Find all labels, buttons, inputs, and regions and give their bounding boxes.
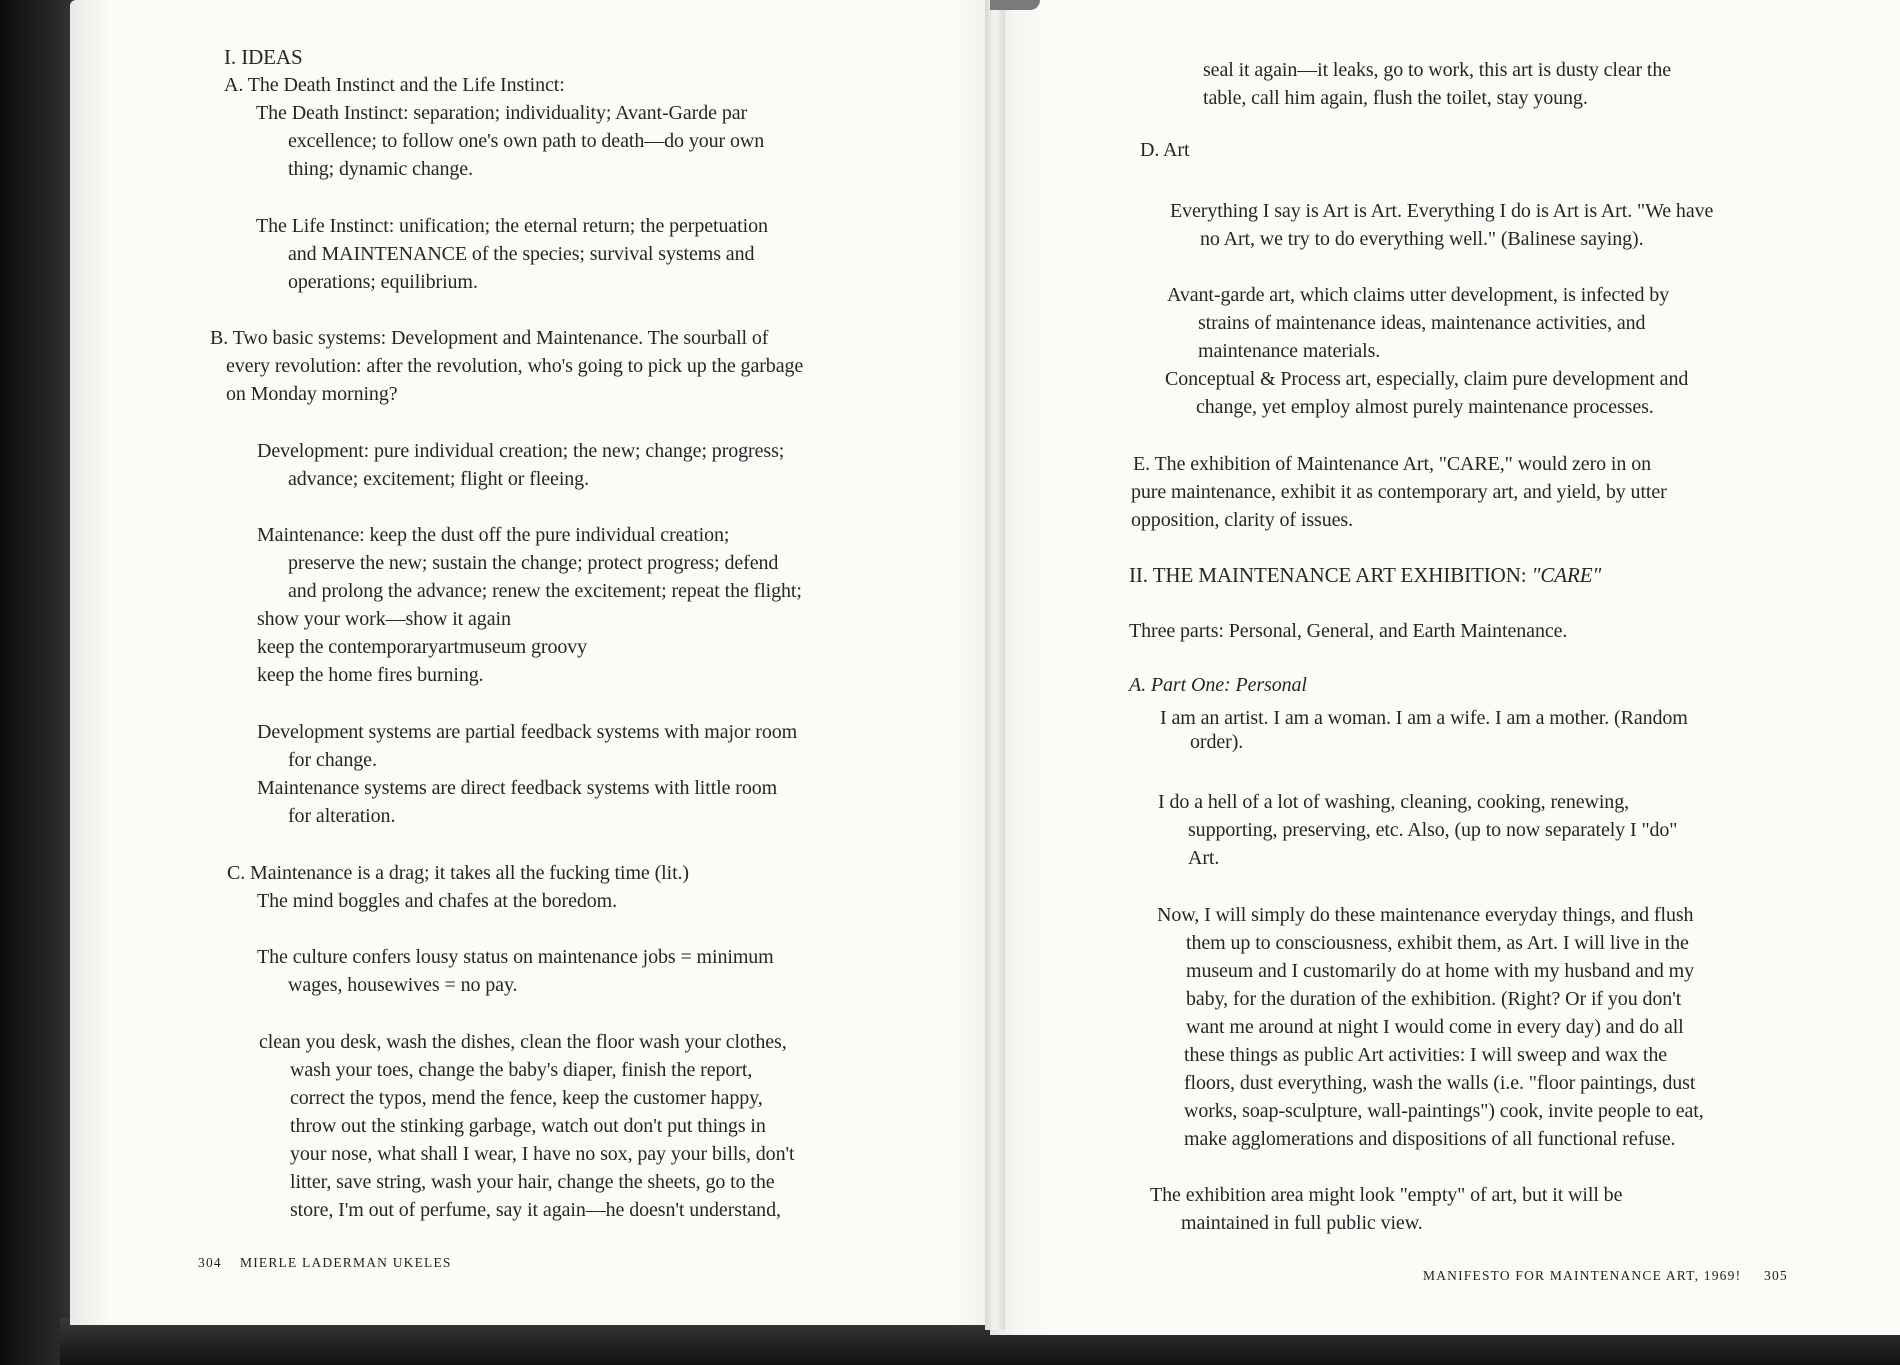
part-one-heading: A. Part One: Personal [1129, 674, 1307, 696]
culture-line: wages, housewives = no pay. [288, 974, 518, 996]
avant-garde-line: Avant-garde art, which claims utter development, is infected by [1167, 284, 1670, 306]
now-line: make agglomerations and dispositions of all functional refuse. [1184, 1128, 1676, 1150]
chores-line: store, I'm out of perfume, say it again—he doesn't understand, [290, 1199, 781, 1221]
art-statement-line: Everything I say is Art is Art. Everything I do is Art is Art. "We have [1170, 200, 1714, 222]
now-line: them up to consciousness, exhibit them, as Art. I will live in the [1186, 932, 1689, 954]
paragraph-e-line: E. The exhibition of Maintenance Art, "CARE," would zero in on [1133, 453, 1651, 475]
right-page-number: 305 [1764, 1268, 1788, 1283]
maintenance-line: and prolong the advance; renew the excitement; repeat the flight; [288, 580, 802, 602]
now-line: want me around at night I would come in every day) and do all [1186, 1016, 1684, 1038]
maintenance-line: preserve the new; sustain the change; protect progress; defend [288, 552, 779, 574]
avant-garde-line: maintenance materials. [1198, 340, 1381, 362]
avant-garde-line: strains of maintenance ideas, maintenance activities, and [1198, 312, 1646, 334]
book-spine-top [990, 0, 1040, 10]
life-instinct-line: The Life Instinct: unification; the eternal return; the perpetuation [256, 215, 768, 237]
chores-line: correct the typos, mend the fence, keep the customer happy, [290, 1087, 763, 1109]
section-2-title-care: "CARE" [1531, 563, 1602, 587]
now-line: baby, for the duration of the exhibition. (Right? Or if you don't [1186, 988, 1682, 1010]
i-do-line: supporting, preserving, etc. Also, (up to now separately I "do" [1188, 819, 1678, 841]
development-line: advance; excitement; flight or fleeing. [288, 468, 589, 490]
exhibition-area-line: The exhibition area might look "empty" of art, but it will be [1150, 1184, 1623, 1206]
death-instinct-line: The Death Instinct: separation; individuality; Avant-Garde par [256, 102, 748, 124]
now-line: museum and I customarily do at home with my husband and my [1186, 960, 1695, 982]
maintenance-line: keep the contemporaryartmuseum groovy [257, 636, 588, 658]
systems-line: Maintenance systems are direct feedback systems with little room [257, 777, 778, 799]
paragraph-c-line: The mind boggles and chafes at the boredom. [257, 890, 618, 912]
left-page-number: 304 [198, 1255, 222, 1270]
paragraph-c-line: C. Maintenance is a drag; it takes all the fucking time (lit.) [227, 862, 689, 884]
left-running-footer: MIERLE LADERMAN UKELES [240, 1255, 452, 1270]
systems-line: Development systems are partial feedback systems with major room [257, 721, 798, 743]
chores-line: wash your toes, change the baby's diaper, finish the report, [290, 1059, 753, 1081]
art-statement-line: no Art, we try to do everything well." (Balinese saying). [1200, 228, 1644, 250]
book-gutter [985, 0, 1005, 1330]
section-title: I. IDEAS [224, 45, 303, 69]
chores-continued-line: seal it again—it leaks, go to work, this art is dusty clear the [1203, 59, 1672, 81]
i-am-line: order). [1190, 731, 1244, 753]
avant-garde-line: Conceptual & Process art, especially, claim pure development and [1165, 368, 1689, 390]
paragraph-a-heading: A. The Death Instinct and the Life Instinct: [224, 74, 565, 96]
maintenance-line: Maintenance: keep the dust off the pure individual creation; [257, 524, 730, 546]
maintenance-line: show your work—show it again [257, 608, 511, 630]
now-line: these things as public Art activities: I will sweep and wax the [1184, 1044, 1668, 1066]
systems-line: for alteration. [288, 805, 396, 827]
systems-line: for change. [288, 749, 377, 771]
exhibition-area-line: maintained in full public view. [1181, 1212, 1423, 1234]
paragraph-e-line: pure maintenance, exhibit it as contemporary art, and yield, by utter [1131, 481, 1667, 503]
paragraph-e-line: opposition, clarity of issues. [1131, 509, 1353, 531]
life-instinct-line: operations; equilibrium. [288, 271, 478, 293]
now-line: works, soap-sculpture, wall-paintings") cook, invite people to eat, [1184, 1100, 1704, 1122]
i-am-line: I am an artist. I am a woman. I am a wife. I am a mother. (Random [1160, 707, 1688, 729]
section-2-title [1129, 561, 1601, 589]
right-running-footer: MANIFESTO FOR MAINTENANCE ART, 1969! [1423, 1268, 1742, 1283]
chores-line: clean you desk, wash the dishes, clean the floor wash your clothes, [259, 1031, 787, 1053]
section-2-title-text: II. THE MAINTENANCE ART EXHIBITION: [1129, 563, 1532, 587]
now-line: floors, dust everything, wash the walls (i.e. "floor paintings, dust [1184, 1072, 1696, 1094]
maintenance-line: keep the home fires burning. [257, 664, 484, 686]
i-do-line: Art. [1188, 847, 1220, 869]
development-line: Development: pure individual creation; the new; change; progress; [257, 440, 785, 462]
life-instinct-line: and MAINTENANCE of the species; survival systems and [288, 243, 755, 265]
paragraph-b-line: every revolution: after the revolution, who's going to pick up the garbage [226, 355, 804, 377]
death-instinct-line: excellence; to follow one's own path to death—do your own [288, 130, 765, 152]
paragraph-b-line: on Monday morning? [226, 383, 398, 405]
paragraph-b-line: B. Two basic systems: Development and Maintenance. The sourball of [210, 327, 769, 349]
three-parts: Three parts: Personal, General, and Earth Maintenance. [1129, 620, 1568, 642]
chores-line: throw out the stinking garbage, watch out don't put things in [290, 1115, 766, 1137]
now-line: Now, I will simply do these maintenance everyday things, and flush [1157, 904, 1694, 926]
paragraph-d-heading: D. Art [1140, 139, 1190, 161]
chores-continued-line: table, call him again, flush the toilet, stay young. [1203, 87, 1588, 109]
chores-line: litter, save string, wash your hair, change the sheets, go to the [290, 1171, 775, 1193]
chores-line: your nose, what shall I wear, I have no sox, pay your bills, don't [290, 1143, 795, 1165]
i-do-line: I do a hell of a lot of washing, cleaning, cooking, renewing, [1158, 791, 1629, 813]
avant-garde-line: change, yet employ almost purely maintenance processes. [1196, 396, 1654, 418]
death-instinct-line: thing; dynamic change. [288, 158, 473, 180]
culture-line: The culture confers lousy status on maintenance jobs = minimum [257, 946, 774, 968]
